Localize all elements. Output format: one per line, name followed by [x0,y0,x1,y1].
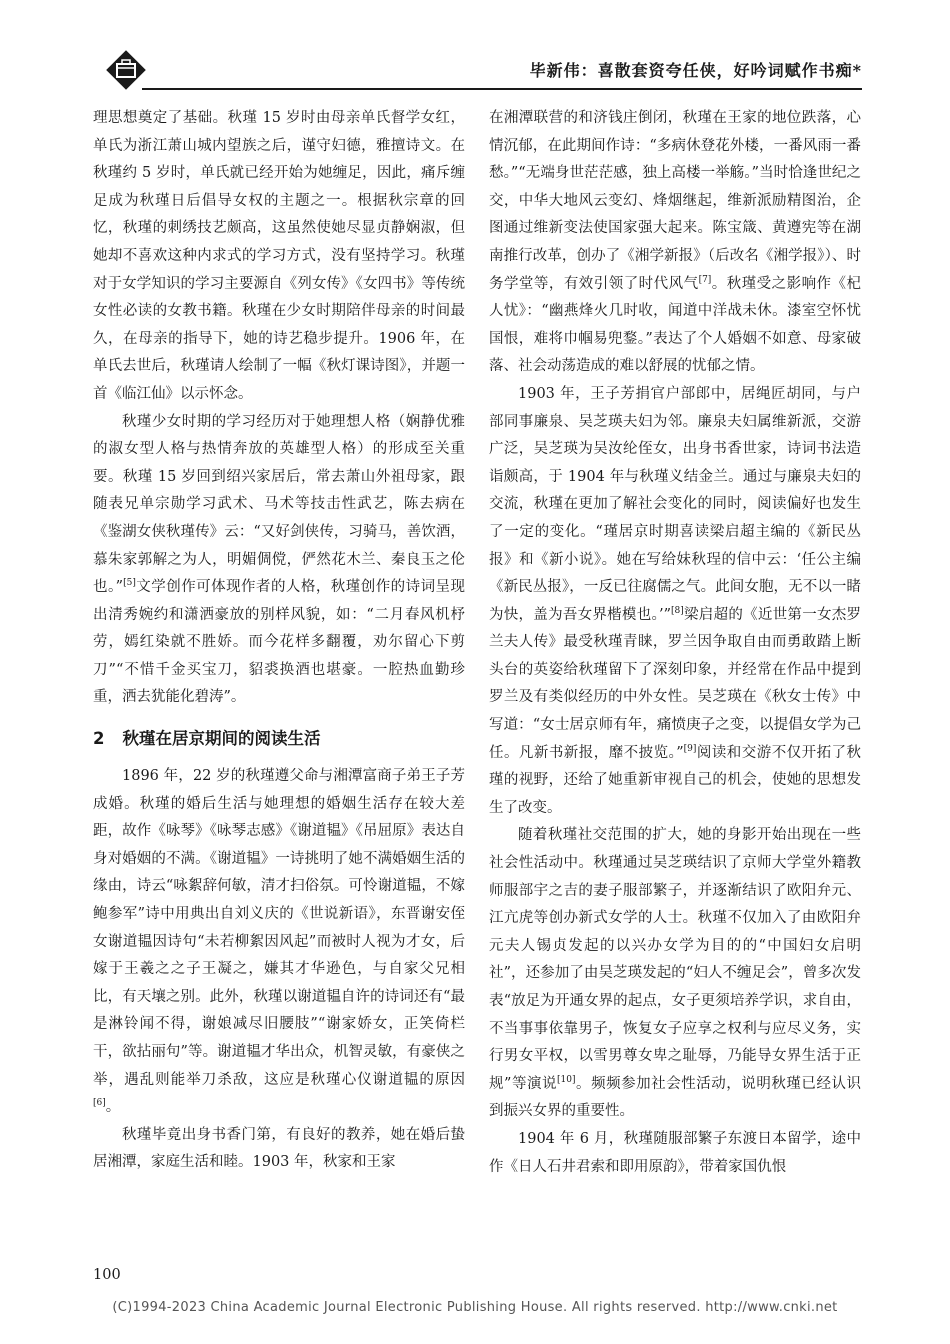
citation-ref: [6] [93,1098,106,1109]
paragraph: 秋瑾毕竟出身书香门第，有良好的教养，她在婚后蛰居湘潭，家庭生活和睦。1903 年，秋家和王家 [93,1126,465,1171]
paragraph: 在湘潭联营的和济钱庄倒闭，秋瑾在王家的地位跌落，心情沉郁，在此期间作诗：“多病休登花外楼，一番风雨一番愁。”“无端身世茫茫感，独上高楼一举觞。”当时恰逢世纪之交，中华大地风云变幻、烽烟继起，维新派励精图治，企图通过维新变法使国家强大起来。陈宝箴、黄遵宪等在湖南推行改革，创办了《湘学新报》（后改名《湘学报》）、时务学堂等，有效引领了时代风气[7]。秋瑾受之影响作《杞人忧》：“幽燕烽火几时收，闻道中洋战未休。漆室空怀忧国恨，难将巾帼易兜鍪。”表达了个人婚姻不如意、母家破落、社会动荡造成的难以舒展的忧郁之情。 [489,110,861,375]
citation-ref: [9] [683,743,697,754]
copyright-footer: (C)1994-2023 China Academic Journal Electronic Publishing House. All rights reserved. http://www.cnki.net [112,1300,838,1315]
page-number: 100 [93,1267,121,1283]
citation-ref: [7] [698,274,712,285]
citation-ref: [8] [671,605,684,616]
header-title: 毕新伟：喜散套资夸任侠，好吟词赋作书痴* [529,61,862,80]
section-title: 秋瑾在居京期间的阅读生活 [122,729,321,749]
journal-logo-icon [106,50,146,90]
paragraph: 1896 年，22 岁的秋瑾遵父命与湘潭富商子弟王子芳成婚。秋瑾的婚后生活与她理想的婚姻生活存在较大差距，故作《咏琴》《咏琴志感》《谢道韫》《吊屈原》表达自身对婚姻的不满。《谢道韫》一诗挑明了她不满婚姻生活的缘由，诗云“咏絮辞何敏，清才扫俗氛。可怜谢道韫，不嫁鲍参军”诗中用典出自刘义庆的《世说新语》，东晋谢安侄女谢道韫因诗句“未若柳絮因风起”而被时人视为才女，后嫁于王羲之之子王凝之，嫌其才华逊色，与自家父兄相比，有天壤之别。此外，秋瑾以谢道韫自许的诗词还有“最是淋铃闻不得，谢娘减尽旧腰肢”“谢家娇女，正笑倚栏干，欲拈丽句”等。谢道韫才华出众，机智灵敏，有豪侠之举，遇乱则能举刀杀敌，这应是秋瑾心仪谢道韫的原因[6]。 [93,768,465,1116]
citation-ref: [5] [123,578,136,589]
paragraph: 理思想奠定了基础。秋瑾 15 岁时由母亲单氏督学女红，单氏为浙江萧山城内望族之后，谨守妇德，雅擅诗文。在秋瑾约 5 岁时，单氏就已经开始为她缠足，因此，痛斥缠足成为秋瑾日后倡导女权的主题之一。根据秋宗章的回忆，秋瑾的刺绣技艺颇高，这虽然使她尽显贞静娴淑，但她却不喜欢这种内求式的学习方式，没有坚持学习。秋瑾对于女学知识的学习主要源自《列女传》《女四书》等传统女性必读的女教书籍。秋瑾在少女时期陪伴母亲的时间最久，在母亲的指导下，她的诗艺稳步提升。1906 年，在单氏去世后，秋瑾请人绘制了一幅《秋灯课诗图》，并题一首《临江仙》以示怀念。 [93,110,465,402]
citation-ref: [10] [557,1074,576,1085]
paragraph: 秋瑾少女时期的学习经历对于她理想人格（娴静优雅的淑女型人格与热情奔放的英雄型人格）的形成至关重要。秋瑾 15 岁回到绍兴家居后，常去萧山外祖母家，跟随表兄单宗勋学习武术、马术等技击性武艺，陈去病在《鉴湖女侠秋瑾传》云：“又好剑侠传，习骑马，善饮酒，慕朱家郭解之为人，明媚倜傥，俨然花木兰、秦良玉之伦也。”[5]文学创作可体现作者的人格，秋瑾创作的诗词呈现出清秀婉约和潇洒豪放的别样风貌，如：“二月春风机杼劳，嫣红染就不胜娇。而今花样多翻覆，劝尔留心下剪刀”“不惜千金买宝刀，貂裘换酒也堪豪。一腔热血勤珍重，洒去犹能化碧涛”。 [93,413,465,706]
section-number: 2 [93,729,105,749]
running-header [92,50,862,96]
left-column [93,105,465,1177]
section-heading [93,727,465,751]
header-rule [142,88,862,90]
right-column [489,105,861,1181]
paragraph: 1903 年，王子芳捐官户部郎中，居绳匠胡同，与户部同事廉泉、吴芝瑛夫妇为邻。廉泉夫妇属维新派，交游广泛，吴芝瑛为吴汝纶侄女，出身书香世家，诗词书法造诣颇高，于 1904 年与秋瑾义结金兰。通过与廉泉夫妇的交流，秋瑾在更加了解社会变化的同时，阅读偏好也发生了一定的变化。“瑾居京时期喜读梁启超主编的《新民丛报》和《新小说》。她在写给妹秋珵的信中云：‘任公主编《新民丛报》，一反已往腐儒之气。此间女胞，无不以一睹为快，盖为吾女界楷模也。’”[8]梁启超的《近世第一女杰罗兰夫人传》最受秋瑾青睐，罗兰因争取自由而勇敢踏上断头台的英姿给秋瑾留下了深刻印象，并经常在作品中提到罗兰及有类似经历的中外女性。吴芝瑛在《秋女士传》中写道：“女士居京师有年，痛愤庚子之变，以提倡女学为己任。凡新书新报，靡不披览。”[9]阅读和交游不仅开拓了秋瑾的视野，还给了她重新审视自己的机会，使她的思想发生了改变。 [489,385,861,816]
paragraph: 随着秋瑾社交范围的扩大，她的身影开始出现在一些社会性活动中。秋瑾通过吴芝瑛结识了京师大学堂外籍教师服部宇之吉的妻子服部繁子，并逐渐结识了欧阳弁元、江亢虎等创办新式女学的人士。秋瑾不仅加入了由欧阳弁元夫人锡贞发起的以兴办女学为目的的“中国妇女启明社”，还参加了由吴芝瑛发起的“妇人不缠足会”，曾多次发表“放足为开通女界的起点，女子更须培养学识，求自由，不当事事依靠男子，恢复女子应享之权利与应尽义务，实行男女平权，以雪男尊女卑之耻辱，乃能导女界生活于正规”等演说[10]。频频参加社会性活动，说明秋瑾已经认识到振兴女界的重要性。 [489,827,861,1120]
paragraph: 1904 年 6 月，秋瑾随服部繁子东渡日本留学，途中作《日人石井君索和即用原韵》，带着家国仇恨 [489,1130,861,1175]
